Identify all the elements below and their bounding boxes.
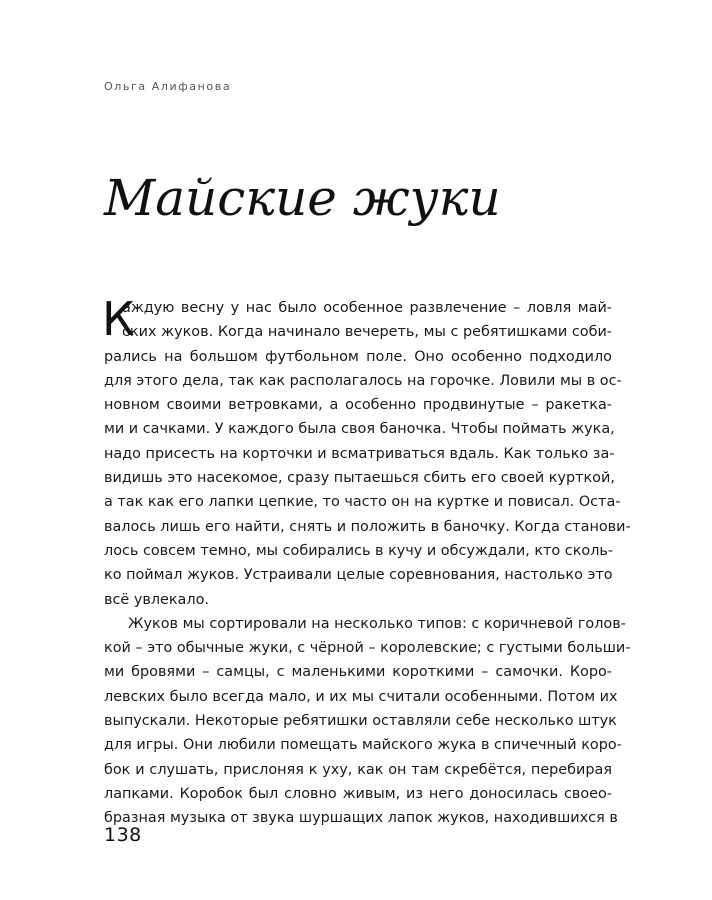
text-line: бразная музыка от звука шуршащих лапок жуков, находившихся в	[104, 810, 618, 827]
text-line: ми и сачками. У каждого была своя баночка. Чтобы поймать жука,	[104, 421, 615, 438]
text-line: ко поймал жуков. Устраивали целые соревнования, настолько это	[104, 567, 613, 584]
running-head-author: Ольга Алифанова	[104, 80, 232, 93]
text-line: выпускали. Некоторые ребятишки оставляли себе несколько штук	[104, 713, 617, 730]
page-number: 138	[104, 824, 142, 846]
text-line: для игры. Они любили помещать майского жука в спичечный коро-	[104, 737, 622, 754]
drop-cap: К	[102, 292, 135, 346]
text-line: надо присесть на корточки и всматриваться вдаль. Как только за-	[104, 445, 615, 462]
paragraph-2	[104, 612, 631, 831]
text-line: кой – это обычные жуки, с чёрной – королевские; с густыми больши-	[104, 640, 631, 657]
text-line: ми бровями – самцы, с маленькими короткими – самочки. Коро-	[104, 664, 612, 681]
paragraph-1	[102, 292, 631, 612]
chapter-title: Майские жуки	[104, 169, 501, 227]
text-line: всё увлекало.	[104, 591, 209, 608]
text-line: аждую весну у нас было особенное развлечение – ловля май-	[122, 300, 612, 316]
text-line: а так как его лапки цепкие, то часто он на куртке и повисал. Оста-	[104, 494, 621, 511]
text-line: видишь это насекомое, сразу пытаешься сбить его своей курткой,	[104, 470, 615, 487]
text-line: рались на большом футбольном поле. Оно особенно подходило	[104, 348, 612, 365]
text-line: новном своими ветровками, а особенно продвинутые – ракетка-	[104, 397, 612, 414]
text-line: валось лишь его найти, снять и положить в баночку. Когда станови-	[104, 518, 631, 535]
text-line: бок и слушать, прислоняя к уху, как он там скребётся, перебирая	[104, 761, 612, 778]
text-line: для этого дела, так как располагалось на горочке. Ловили мы в ос-	[104, 372, 622, 389]
body-text	[102, 292, 631, 831]
text-line: лапками. Коробок был словно живым, из него доносилась своео-	[104, 785, 612, 802]
text-line: левских было всегда мало, и их мы считали особенными. Потом их	[104, 688, 618, 705]
text-line: Жуков мы сортировали на несколько типов: с коричневой голов-	[128, 615, 626, 632]
text-line: лось совсем темно, мы собирались в кучу и обсуждали, кто сколь-	[104, 542, 614, 559]
text-line: ских жуков. Когда начинало вечереть, мы с ребятишками соби-	[122, 324, 612, 341]
